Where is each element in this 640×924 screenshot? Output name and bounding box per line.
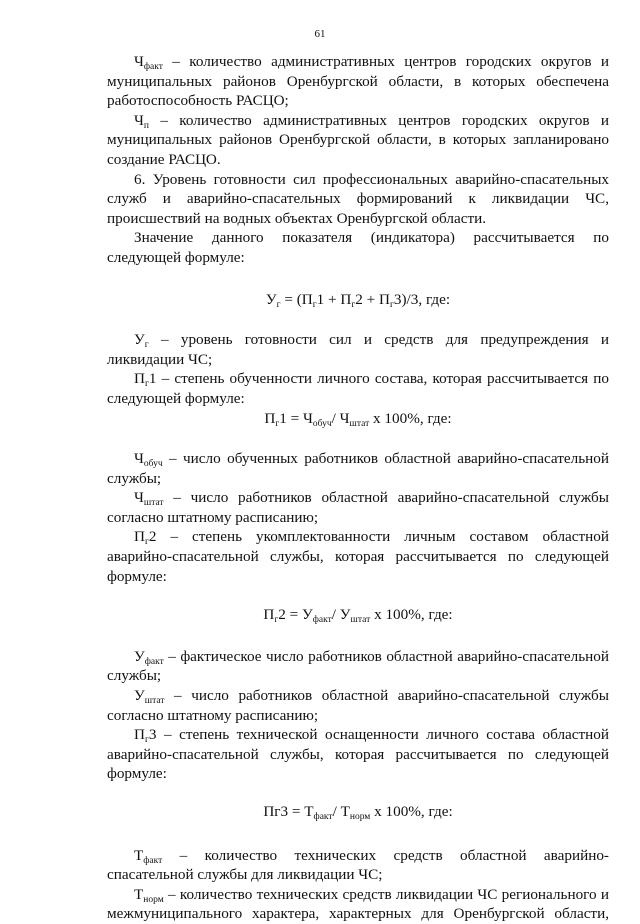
symbol-subscript: г <box>144 379 149 390</box>
formula-subscript: г <box>312 299 317 310</box>
definition-text: – количество технических средств ликвидации ЧС регионального и межмуниципального характера, характерных для Оренбургской области, <box>107 885 609 923</box>
formula-part: 1 + П <box>316 290 352 308</box>
formula-part: х 100%, где: <box>370 803 453 820</box>
formula-part: 1 = Ч <box>279 409 313 427</box>
definition-ch-fakt <box>107 52 609 111</box>
symbol-subscript: г <box>144 340 149 351</box>
formula-staffing-degree <box>107 605 609 625</box>
formula-part: 2 = У <box>278 606 313 624</box>
symbol-subscript: штат <box>143 498 164 509</box>
definition-text: – количество технических средств областной аварийно-спасательной службы для ликвидации ЧС; <box>107 846 609 884</box>
symbol: Т <box>134 885 144 903</box>
page-number: 61 <box>314 28 326 40</box>
formula-subscript: г <box>276 299 281 310</box>
section-6-heading-paragraph: 6. Уровень готовности сил профессиональных аварийно-спасательных служб и аварийно-спасательных формирований к ликвидации ЧС, происшествий на водных объектах Оренбургской области. <box>107 170 609 227</box>
symbol: П <box>134 726 145 744</box>
symbol-subscript: п <box>143 120 149 131</box>
definition-text: 3 – степень технической оснащенности личного состава областной аварийно-спасательной службы, которая рассчитывается по следующей формуле: <box>107 726 609 783</box>
formula-part: У <box>265 290 277 308</box>
definition-text: – число работников областной аварийно-спасательной службы согласно штатному расписанию; <box>107 687 609 724</box>
definition-t-norm <box>107 885 609 924</box>
formula-subscript: штат <box>350 615 371 626</box>
definition-text: – уровень готовности сил и средств для предупреждения и ликвидации ЧС; <box>107 331 609 368</box>
formula-part: Пг3 = Т <box>263 803 314 820</box>
definition-ch-p <box>107 111 609 170</box>
symbol: Т <box>134 846 144 864</box>
formula-part: П <box>263 606 275 624</box>
formula-part: х 100%, где: <box>370 606 453 624</box>
formula-equipment-degree <box>107 802 609 822</box>
formula-part: = (П <box>280 290 313 308</box>
formula-part: / У <box>331 606 351 624</box>
body-text <box>107 52 609 924</box>
formula-subscript: г <box>274 615 279 626</box>
formula-training-degree <box>107 409 609 429</box>
symbol-subscript: факт <box>143 855 163 866</box>
definition-t-fakt <box>107 846 609 885</box>
definition-ch-shtat <box>107 488 609 527</box>
symbol-subscript: обуч <box>143 459 163 470</box>
definition-text: 1 – степень обученности личного состава, которая рассчитывается по следующей формуле: <box>107 370 609 407</box>
formula-subscript: обуч <box>312 418 332 429</box>
symbol-subscript: факт <box>143 62 163 72</box>
formula-part: / Ч <box>331 409 350 427</box>
formula-subscript: норм <box>349 812 371 822</box>
definition-p-g3 <box>107 725 609 784</box>
formula-subscript: факт <box>312 615 332 626</box>
formula-subscript: штат <box>349 418 370 429</box>
definition-p-g1 <box>107 369 609 408</box>
formula-subscript: г <box>275 418 280 429</box>
formula-subscript: г <box>390 299 394 310</box>
symbol-subscript: г <box>144 537 149 548</box>
symbol: Ч <box>134 53 144 70</box>
definition-text: – фактическое число работников областной аварийно-спасательной службы; <box>107 647 609 685</box>
definition-text: 2 – степень укомплектованности личным составом областной аварийно-спасательной службы, которая рассчитывается по следующей формуле: <box>107 528 609 585</box>
definition-p-g2 <box>107 527 609 586</box>
symbol: У <box>134 687 145 705</box>
definition-text: – число работников областной аварийно-спасательной службы согласно штатному расписанию; <box>107 489 609 526</box>
symbol-subscript: штат <box>144 696 165 707</box>
symbol: У <box>134 331 145 349</box>
definition-u-g <box>107 330 609 369</box>
definition-ch-obuch <box>107 449 609 488</box>
symbol: П <box>134 528 145 546</box>
formula-part: х 100%, где: <box>369 409 452 427</box>
symbol-subscript: факт <box>144 656 164 667</box>
formula-part: П <box>264 409 276 427</box>
definition-text: – число обученных работников областной аварийно-спасательной службы; <box>107 450 609 487</box>
definition-text: – количество административных центров городских округов и муниципальных районов Оренбургской области, в которых обеспечена работоспособность РАСЦО; <box>107 53 609 110</box>
formula-subscript: г <box>351 299 356 310</box>
formula-part: 3)/3, где: <box>393 290 451 308</box>
formula-part: / Т <box>332 803 350 820</box>
symbol: У <box>134 647 145 665</box>
symbol: Ч <box>134 489 144 507</box>
formula-subscript: факт <box>313 812 333 822</box>
formula-part: 2 + П <box>355 290 390 308</box>
formula-readiness-level <box>107 290 609 310</box>
symbol: П <box>134 370 145 388</box>
symbol: Ч <box>134 450 144 468</box>
symbol-subscript: г <box>144 735 149 746</box>
symbol: Ч <box>134 111 144 129</box>
definition-u-shtat <box>107 686 609 725</box>
formula-intro-paragraph: Значение данного показателя (индикатора) рассчитывается по следующей формуле: <box>107 229 609 266</box>
symbol-subscript: норм <box>143 894 164 905</box>
definition-text: – количество административных центров городских округов и муниципальных районов Оренбургской области, в которых запланировано создание РАСЦО. <box>107 111 609 168</box>
definition-u-fakt <box>107 647 609 686</box>
